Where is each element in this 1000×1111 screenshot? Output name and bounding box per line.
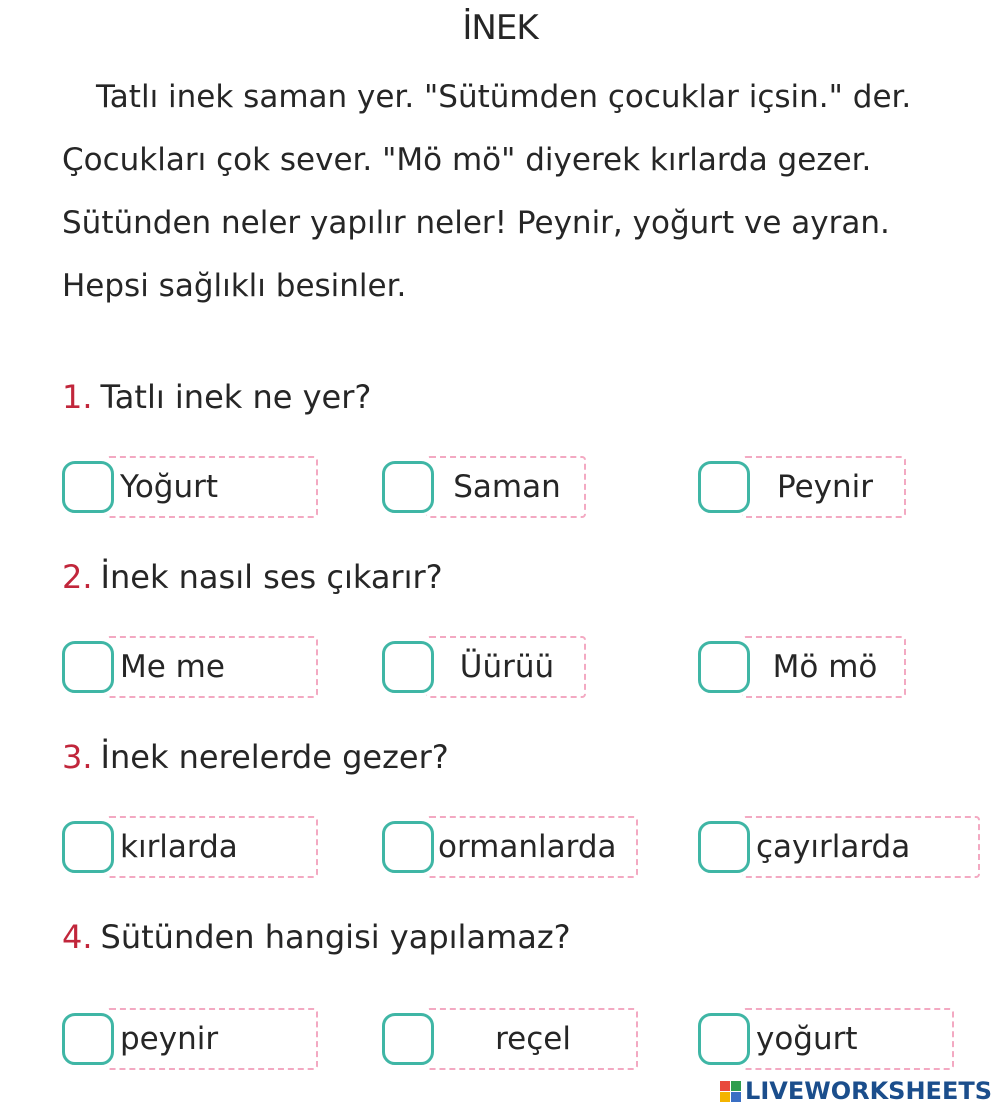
q1-option-3[interactable] [698, 456, 906, 518]
liveworksheets-logo [720, 1077, 992, 1105]
q2-option-1-checkbox[interactable] [62, 641, 114, 693]
question-2 [62, 558, 443, 596]
q2-option-1[interactable] [62, 636, 318, 698]
q3-option-3-label: çayırlarda [742, 816, 980, 878]
question-4 [62, 918, 571, 956]
q3-option-2-checkbox[interactable] [382, 821, 434, 873]
liveworksheets-logo-icon [720, 1081, 741, 1102]
q1-option-1-label: Yoğurt [106, 456, 318, 518]
q2-option-3-label: Mö mö [742, 636, 906, 698]
question-3-number: 3. [62, 738, 93, 776]
q4-option-3-checkbox[interactable] [698, 1013, 750, 1065]
q4-option-1-checkbox[interactable] [62, 1013, 114, 1065]
question-1 [62, 378, 371, 416]
worksheet-title: İNEK [462, 8, 538, 48]
q1-option-1[interactable] [62, 456, 318, 518]
q4-option-1-label: peynir [106, 1008, 318, 1070]
q4-option-2-checkbox[interactable] [382, 1013, 434, 1065]
question-1-text: Tatlı inek ne yer? [100, 378, 372, 416]
q4-option-3-label: yoğurt [742, 1008, 954, 1070]
q1-option-1-checkbox[interactable] [62, 461, 114, 513]
q2-option-2-checkbox[interactable] [382, 641, 434, 693]
question-1-number: 1. [62, 378, 93, 416]
q2-option-3[interactable] [698, 636, 906, 698]
q2-option-1-label: Me me [106, 636, 318, 698]
passage-line-4: Hepsi sağlıklı besinler. [62, 268, 407, 304]
q1-option-2-checkbox[interactable] [382, 461, 434, 513]
q4-option-2-label: reçel [426, 1008, 638, 1070]
q2-option-2[interactable] [382, 636, 586, 698]
q4-option-3[interactable] [698, 1008, 954, 1070]
liveworksheets-brand: LIVEWORKSHEETS [745, 1077, 992, 1105]
passage-line-2: Çocukları çok sever. "Mö mö" diyerek kırlarda gezer. [62, 142, 872, 178]
question-3-text: İnek nerelerde gezer? [100, 738, 449, 776]
q1-option-2-label: Saman [426, 456, 586, 518]
passage-line-1 [62, 66, 942, 129]
question-3 [62, 738, 449, 776]
passage-line-3: Sütünden neler yapılır neler! Peynir, yoğurt ve ayran. [62, 205, 890, 241]
q1-option-3-checkbox[interactable] [698, 461, 750, 513]
question-2-text: İnek nasıl ses çıkarır? [100, 558, 443, 596]
q3-option-2[interactable] [382, 816, 638, 878]
passage-line-1-text: Tatlı inek saman yer. "Sütümden çocuklar içsin." der. [96, 79, 912, 115]
q3-option-3[interactable] [698, 816, 980, 878]
q1-option-2[interactable] [382, 456, 586, 518]
q4-option-1[interactable] [62, 1008, 318, 1070]
q3-option-2-label: ormanlarda [426, 816, 638, 878]
q3-option-1-checkbox[interactable] [62, 821, 114, 873]
question-4-text: Sütünden hangisi yapılamaz? [100, 918, 571, 956]
question-4-number: 4. [62, 918, 93, 956]
q3-option-3-checkbox[interactable] [698, 821, 750, 873]
q2-option-2-label: Üürüü [426, 636, 586, 698]
q1-option-3-label: Peynir [742, 456, 906, 518]
reading-passage [62, 66, 942, 318]
q4-option-2[interactable] [382, 1008, 638, 1070]
q3-option-1-label: kırlarda [106, 816, 318, 878]
question-2-number: 2. [62, 558, 93, 596]
q2-option-3-checkbox[interactable] [698, 641, 750, 693]
q3-option-1[interactable] [62, 816, 318, 878]
